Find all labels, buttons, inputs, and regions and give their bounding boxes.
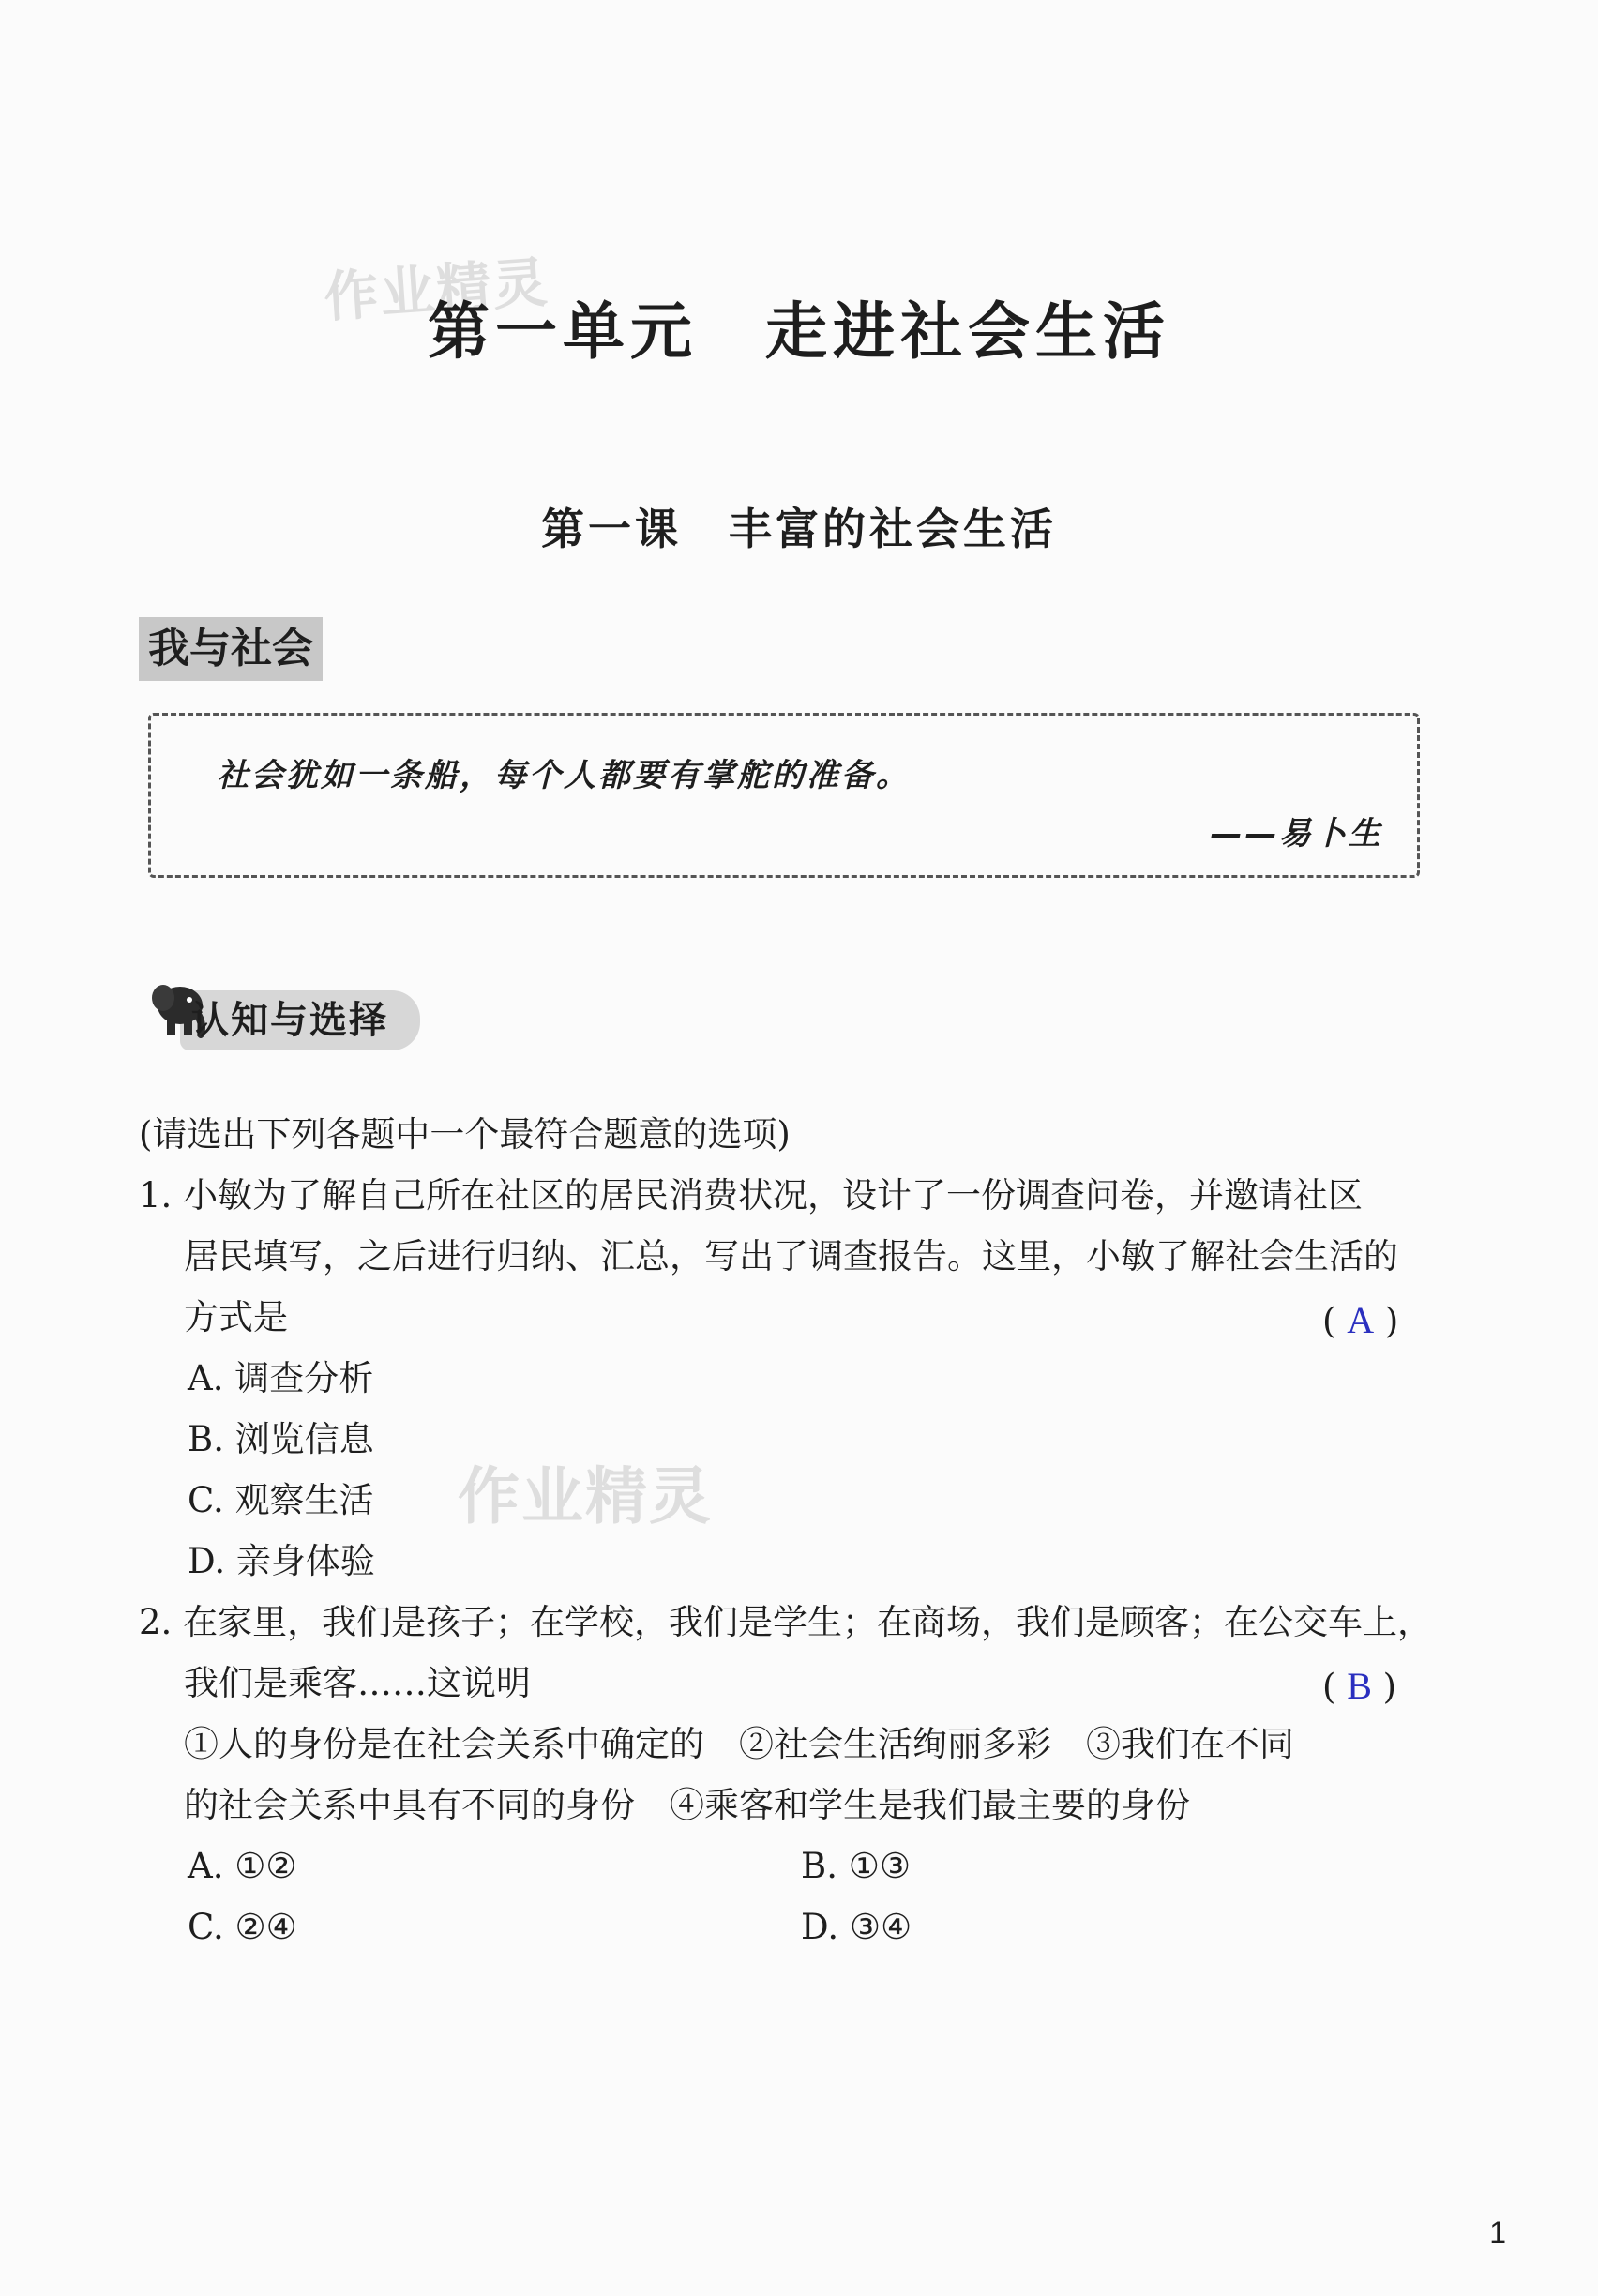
instruction-text: (请选出下列各题中一个最符合题意的选项) <box>139 1114 791 1155</box>
question-1-line-2: 居民填写，之后进行归纳、汇总，写出了调查报告。这里，小敏了解社会生活的 <box>184 1236 1398 1276</box>
option-1c: C. 观察生活 <box>188 1480 374 1520</box>
statement-line-1: ①人的身份是在社会关系中确定的 ②社会生活绚丽多彩 ③我们在不同 <box>184 1724 1294 1764</box>
question-1-line-1: 1. 小敏为了解自己所在社区的居民消费状况，设计了一份调查问卷，并邀请社区 <box>139 1175 1364 1216</box>
section-tag: 我与社会 <box>139 617 323 681</box>
option-1d: D. 亲身体验 <box>188 1541 375 1581</box>
option-1a: A. 调查分析 <box>188 1358 374 1398</box>
banner-title: 认知与选择 <box>191 999 388 1042</box>
option-2c: C. ②④ <box>188 1907 297 1947</box>
statement-line-2: 的社会关系中具有不同的身份 ④乘客和学生是我们最主要的身份 <box>184 1785 1190 1825</box>
quote-text: 社会犹如一条船，每个人都要有掌舵的准备。 <box>217 757 911 794</box>
question-2-line-1: 2. 在家里，我们是孩子；在学校，我们是学生；在商场，我们是顾客；在公交车上， <box>139 1602 1433 1642</box>
answer-bracket-1: ( A ) <box>1322 1299 1399 1341</box>
option-2b: B. ①③ <box>801 1846 912 1886</box>
option-2a: A. ①② <box>188 1846 297 1886</box>
answer-bracket-2: ( B ) <box>1322 1665 1397 1707</box>
option-2d: D. ③④ <box>801 1907 912 1947</box>
section-banner <box>143 970 424 1060</box>
option-1b: B. 浏览信息 <box>188 1419 374 1459</box>
quote-author: ——易卜生 <box>1210 815 1383 853</box>
answer-2: B <box>1347 1665 1372 1707</box>
question-2-line-2: 我们是乘客……这说明 <box>184 1663 531 1703</box>
lesson-title: 第一课 丰富的社会生活 <box>541 504 1057 554</box>
quote-box <box>148 713 1420 878</box>
unit-title: 第一单元 走进社会生活 <box>428 295 1170 368</box>
page-number: 1 <box>1489 2215 1506 2249</box>
watermark: 作业精灵 <box>458 1460 713 1533</box>
answer-1: A <box>1347 1299 1375 1341</box>
question-1-line-3: 方式是 <box>184 1297 288 1337</box>
watermark: 作业精灵 <box>322 249 551 330</box>
